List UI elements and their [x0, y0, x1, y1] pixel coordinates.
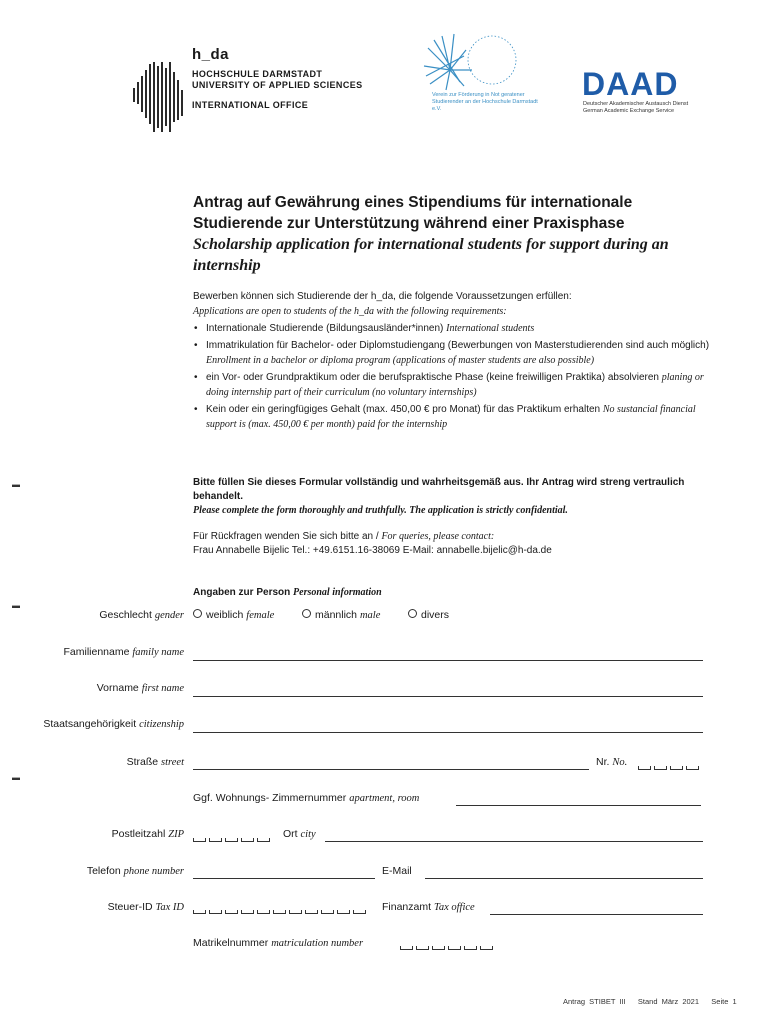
digit-box[interactable]: [432, 946, 445, 950]
option-de: männlich: [315, 609, 358, 621]
fold-mark: ▬: [12, 480, 20, 489]
digit-box[interactable]: [337, 910, 350, 914]
section-heading: [193, 587, 382, 598]
tax-id-field[interactable]: [193, 910, 366, 914]
digit-box[interactable]: [225, 838, 238, 842]
label-en: first name: [141, 683, 184, 694]
label-de: Steuer-ID: [107, 901, 153, 913]
label-en: apartment, room: [349, 793, 420, 804]
hda-logo-text: [192, 46, 363, 111]
page-footer: [563, 997, 737, 1006]
city-field[interactable]: [325, 841, 703, 842]
digit-box[interactable]: [448, 946, 461, 950]
number-label: [596, 756, 627, 768]
family-name-field[interactable]: [193, 660, 703, 661]
daad-line1: Deutscher Akademischer Austausch Dienst: [583, 101, 689, 107]
daad-logo: DAAD: [582, 66, 679, 102]
notice: [193, 476, 713, 518]
hda-title: h_da: [192, 46, 230, 63]
contact-details: Frau Annabelle Bijelic Tel.: +49.6151.16-38069 E-Mail: annabelle.bijelic@h-da.de: [193, 545, 552, 556]
apartment-label: [193, 792, 419, 804]
list-item: [193, 321, 713, 336]
label-de: Telefon: [86, 865, 121, 877]
phone-field[interactable]: [193, 878, 375, 879]
digit-box[interactable]: [670, 766, 683, 770]
requirement-en: Enrollment in a bachelor or diploma program (applications of master students are also possible): [206, 355, 595, 366]
label-de: Ort: [283, 828, 298, 840]
digit-box[interactable]: [241, 838, 254, 842]
apartment-field[interactable]: [456, 805, 701, 806]
matriculation-label: [193, 937, 363, 949]
option-en: male: [359, 610, 381, 621]
label-de: Familienname: [63, 646, 130, 658]
phone-label: [87, 865, 184, 877]
fold-mark: ▬: [12, 773, 20, 782]
intro-de: Bewerben können sich Studierende der h_da, die folgende Voraussetzungen erfüllen:: [193, 291, 572, 302]
digit-box[interactable]: [193, 910, 206, 914]
label-en: Tax ID: [155, 902, 184, 913]
requirement-de: Immatrikulation für Bachelor- oder Diplomstudiengang (Bewerbungen von Masterstudierenden sind auch möglich): [206, 340, 710, 351]
list-item: [193, 402, 713, 432]
hda-logo-icon: [133, 62, 185, 132]
radio-icon[interactable]: [408, 609, 417, 618]
contact-de: Für Rückfragen wenden Sie sich bitte an /: [193, 531, 379, 542]
option-de: weiblich: [206, 609, 244, 621]
option-de: divers: [421, 609, 450, 621]
gender-label-en: gender: [154, 610, 184, 621]
digit-box[interactable]: [257, 910, 270, 914]
list-item: [193, 370, 713, 400]
digit-box[interactable]: [353, 910, 366, 914]
label-en: citizenship: [139, 719, 184, 730]
contact-en: For queries, please contact:: [381, 531, 495, 542]
daad-subtitle: [583, 101, 703, 115]
tax-id-label: [108, 901, 184, 913]
digit-box[interactable]: [209, 838, 222, 842]
label-en: ZIP: [168, 829, 184, 840]
label-en: city: [300, 829, 316, 840]
label-de: Finanzamt: [382, 901, 432, 913]
tax-office-field[interactable]: [490, 914, 703, 915]
digit-box[interactable]: [416, 946, 429, 950]
street-field[interactable]: [193, 769, 589, 770]
page-title-en: Scholarship application for international students for support during an internship: [193, 236, 669, 274]
gender-label: [99, 609, 184, 621]
gender-female-radio[interactable]: [193, 609, 274, 621]
street-label: [127, 756, 184, 768]
zip-field[interactable]: [193, 838, 270, 842]
notice-de: Bitte füllen Sie dieses Formular vollständig und wahrheitsgemäß aus. Ihr Antrag wird streng vertraulich behandelt.: [193, 477, 685, 502]
tax-office-label: [382, 901, 475, 913]
requirement-de: ein Vor- oder Grundpraktikum oder die berufspraktische Phase (keine freiwilligen Praktika) absolvieren: [206, 372, 659, 383]
footer-date: Stand März 2021: [637, 997, 700, 1006]
label-de: Staatsangehörigkeit: [43, 718, 137, 730]
digit-box[interactable]: [225, 910, 238, 914]
hda-line2: UNIVERSITY OF APPLIED SCIENCES: [192, 80, 363, 90]
email-label: E-Mail: [382, 865, 412, 877]
requirement-en: planing or doing internship part of their curriculum (no voluntary internships): [206, 372, 704, 398]
family-name-label: [64, 646, 185, 658]
digit-box[interactable]: [241, 910, 254, 914]
label-de: Postleitzahl: [111, 828, 166, 840]
hda-line1: HOCHSCHULE DARMSTADT: [192, 69, 323, 79]
label-de: Vorname: [96, 682, 139, 694]
digit-box[interactable]: [289, 910, 302, 914]
fold-mark: ▬: [12, 601, 20, 610]
gender-label-de: Geschlecht: [99, 609, 152, 621]
intro: [193, 289, 713, 319]
list-item: [193, 338, 713, 368]
gender-male-radio[interactable]: [302, 609, 380, 621]
digit-box[interactable]: [321, 910, 334, 914]
label-de: Straße: [126, 756, 159, 768]
requirement-en: No sustancial financial support is (max. 450,00 € per month) paid for the internship: [206, 404, 696, 430]
gender-diverse-radio[interactable]: [408, 609, 449, 621]
page-title: Antrag auf Gewährung eines Stipendiums für internationale Studierende zur Unterstützung während einer Praxisphase: [193, 194, 633, 232]
label-en: No.: [612, 757, 628, 768]
city-label: [283, 828, 316, 840]
label-en: Tax office: [433, 902, 475, 913]
digit-box[interactable]: [654, 766, 667, 770]
email-field[interactable]: [425, 878, 703, 879]
requirement-en: International students: [446, 323, 535, 334]
hda-line3: INTERNATIONAL OFFICE: [192, 100, 309, 110]
matriculation-field[interactable]: [400, 946, 493, 950]
radio-icon[interactable]: [302, 609, 311, 618]
footer-form: Antrag STIBET III: [563, 997, 626, 1006]
label-de: Matrikelnummer: [193, 937, 269, 949]
number-field[interactable]: [638, 766, 699, 770]
digit-box[interactable]: [273, 910, 286, 914]
option-en: female: [246, 610, 275, 621]
label-de: Ggf. Wohnungs- Zimmernummer: [193, 792, 347, 804]
label-de: Nr.: [596, 756, 610, 768]
section-en: Personal information: [293, 587, 382, 598]
requirement-de: Internationale Studierende (Bildungsausländer*innen): [206, 323, 444, 334]
requirement-de: Kein oder ein geringfügiges Gehalt (max. 450,00 € pro Monat) für das Praktikum erhalten: [206, 404, 601, 415]
citizenship-field[interactable]: [193, 732, 703, 733]
label-en: matriculation number: [271, 938, 364, 949]
label-en: family name: [132, 647, 184, 658]
label-en: street: [161, 757, 184, 768]
section-de: Angaben zur Person: [193, 587, 291, 598]
digit-box[interactable]: [193, 838, 206, 842]
daad-line2: German Academic Exchange Service: [583, 108, 675, 114]
digit-box[interactable]: [400, 946, 413, 950]
intro-en: Applications are open to students of the h_da with the following requirements:: [193, 306, 507, 317]
requirements-list: [193, 321, 713, 434]
digit-box[interactable]: [209, 910, 222, 914]
label-en: phone number: [123, 866, 184, 877]
digit-box[interactable]: [686, 766, 699, 770]
first-name-label: [97, 682, 184, 694]
digit-box[interactable]: [305, 910, 318, 914]
radio-icon[interactable]: [193, 609, 202, 618]
notice-en: Please complete the form thoroughly and truthfully. The application is strictly confidential.: [193, 505, 568, 516]
footer-page: Seite 1: [711, 997, 737, 1006]
digit-box[interactable]: [638, 766, 651, 770]
digit-box[interactable]: [480, 946, 493, 950]
verein-text: Verein zur Förderung in Not geratener Studierender an der Hochschule Darmstadt e.V.: [432, 92, 538, 112]
digit-box[interactable]: [257, 838, 270, 842]
digit-box[interactable]: [464, 946, 477, 950]
citizenship-label: [43, 718, 184, 730]
first-name-field[interactable]: [193, 696, 703, 697]
zip-label: [112, 828, 184, 840]
contact: [193, 530, 713, 558]
